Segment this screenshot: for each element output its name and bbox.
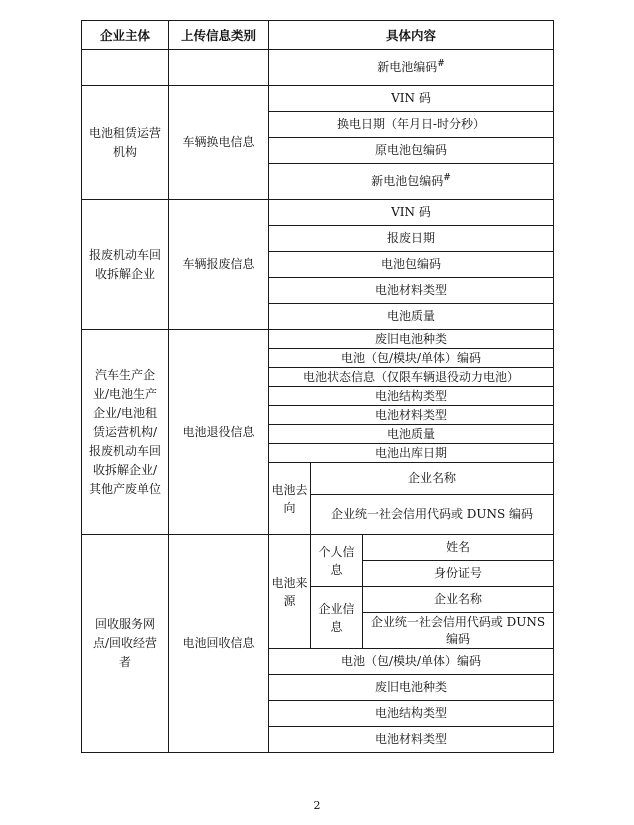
content-text: 新电池编码 (377, 60, 438, 74)
table-row (82, 86, 554, 112)
header-category: 上传信息类别 (169, 21, 269, 50)
page-number: 2 (313, 799, 321, 812)
category-cell-empty (169, 50, 269, 86)
destination-label: 电池去向 (269, 463, 311, 535)
content-cell: 废旧电池种类 (269, 675, 554, 701)
content-cell: 企业名称 (311, 463, 554, 495)
content-cell: 电池材料类型 (269, 278, 554, 304)
subject-cell: 回收服务网点/回收经营者 (82, 535, 169, 753)
table-row (82, 535, 554, 561)
content-cell: 电池状态信息（仅限车辆退役动力电池） (269, 368, 554, 387)
content-cell: 电池出库日期 (269, 444, 554, 463)
header-content: 具体内容 (269, 21, 554, 50)
header-subject: 企业主体 (82, 21, 169, 50)
content-cell: 企业名称 (363, 587, 554, 613)
note-marker: # (437, 59, 445, 69)
note-marker: # (443, 173, 451, 183)
content-cell: 电池质量 (269, 425, 554, 444)
info-table (81, 20, 554, 753)
personal-info-label: 个人信息 (311, 535, 363, 587)
header-row (82, 21, 554, 50)
content-cell: 电池结构类型 (269, 701, 554, 727)
content-cell: 换电日期（年月日-时分秒） (269, 112, 554, 138)
content-cell: 企业统一社会信用代码或 DUNS 编码 (363, 613, 554, 649)
content-cell: VIN 码 (269, 200, 554, 226)
content-cell: 电池材料类型 (269, 727, 554, 753)
category-cell: 电池回收信息 (169, 535, 269, 753)
content-cell: 电池结构类型 (269, 387, 554, 406)
content-cell: 废旧电池种类 (269, 330, 554, 349)
content-cell: 电池（包/模块/单体）编码 (269, 349, 554, 368)
category-cell: 车辆报废信息 (169, 200, 269, 330)
content-text: 新电池包编码 (371, 174, 444, 188)
content-cell: 电池（包/模块/单体）编码 (269, 649, 554, 675)
table-row (82, 200, 554, 226)
content-cell: 报废日期 (269, 226, 554, 252)
content-cell: 电池质量 (269, 304, 554, 330)
table-row (82, 330, 554, 349)
content-cell: 姓名 (363, 535, 554, 561)
subject-cell-empty (82, 50, 169, 86)
category-cell: 电池退役信息 (169, 330, 269, 535)
enterprise-info-label: 企业信息 (311, 587, 363, 649)
subject-cell: 电池租赁运营机构 (82, 86, 169, 200)
content-cell (269, 50, 554, 86)
content-cell: 原电池包编码 (269, 138, 554, 164)
content-cell: VIN 码 (269, 86, 554, 112)
subject-cell: 汽车生产企业/电池生产企业/电池租赁运营机构/报废机动车回收拆解企业/其他产废单位 (82, 330, 169, 535)
content-cell: 身份证号 (363, 561, 554, 587)
content-cell: 企业统一社会信用代码或 DUNS 编码 (311, 495, 554, 535)
source-label: 电池来源 (269, 535, 311, 649)
table-row (82, 50, 554, 86)
category-cell: 车辆换电信息 (169, 86, 269, 200)
content-cell: 电池材料类型 (269, 406, 554, 425)
content-cell: 电池包编码 (269, 252, 554, 278)
subject-cell: 报废机动车回收拆解企业 (82, 200, 169, 330)
content-cell (269, 164, 554, 200)
